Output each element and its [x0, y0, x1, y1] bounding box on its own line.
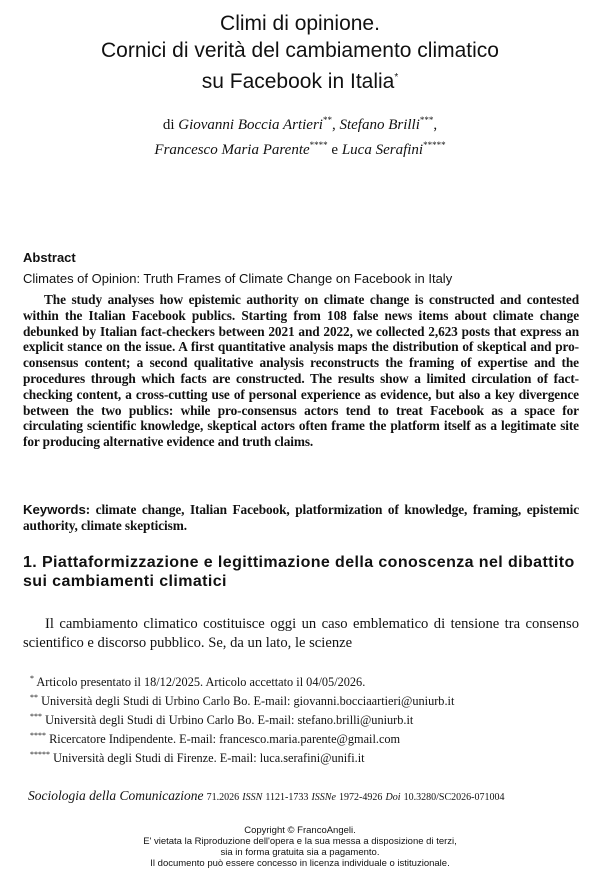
author-marker: *** — [419, 115, 434, 125]
journal-name: Sociologia della Comunicazione — [28, 788, 204, 803]
title-footnote-marker: * — [394, 72, 399, 83]
footnote-marker: ***** — [30, 750, 50, 759]
footnote: **** Ricercatore Indipendente. E-mail: francesco.maria.parente@gmail.com — [30, 731, 401, 747]
copyright-notice: Copyright © FrancoAngeli. E' vietata la Riproduzione dell'opera e la sua messa a disposizione di terzi, sia in forma gratuita sia a pagamento. Il documento può essere concesso in licenza individuale o istituzionale. — [143, 825, 457, 869]
journal-issne: 1972-4926 — [339, 792, 383, 803]
abstract-heading: Abstract — [23, 250, 76, 265]
body-paragraph: Il cambiamento climatico costituisce oggi un caso emblematico di tensione tra consenso scientifico e discorso pubblico. Se, da un lato, le scienze — [23, 616, 579, 651]
footnote: ** Università degli Studi di Urbino Carlo Bo. E-mail: giovanni.bocciaartieri@uniurb.it — [30, 693, 455, 709]
journal-issue: 71.2026 — [206, 792, 240, 803]
author-marker: ***** — [423, 140, 446, 150]
author-list — [0, 110, 600, 160]
footnote-marker: **** — [30, 731, 46, 740]
footnote: ***** Università degli Studi di Firenze. E-mail: luca.serafini@unifi.it — [30, 750, 365, 766]
author-marker: ** — [322, 115, 332, 125]
journal-issn: 1121-1733 — [265, 792, 309, 803]
title-line-3: su Facebook in Italia* — [201, 70, 399, 93]
keywords-label: Keywords — [23, 502, 86, 517]
journal-citation: Sociologia della Comunicazione 71.2026 ISSN 1121-1733 ISSNe 1972-4926 Doi 10.3280/SC2026-071004 — [28, 788, 505, 803]
abstract-body: The study analyses how epistemic authority on climate change is constructed and contested within the Italian Facebook publics. Starting from 108 false news items about climate change debunked by Italian fact-checkers between 2021 and 2022, we collected 2,623 posts that express an explicit stance on the issue. A first quantitative analysis maps the distribution of skeptical and pro-consensus content; a second qualitative analysis reconstructs the framing of expertise and the procedures through which facts are constructed. The results show a limited circulation of fact-checking content, a cross-cutting use of personal experience as evidence, but also a key divergence between the two publics: while pro-consensus actors tend to treat Facebook as a space for circulating scientific knowledge, skeptical actors often frame the platform itself as a legitimate site for producing alternative evidence and truth claims. — [23, 292, 579, 450]
title-line-2: Cornici di verità del cambiamento climatico — [101, 39, 499, 62]
section-heading: 1. Piattaformizzazione e legittimazione della conoscenza nel dibattito sui cambiamenti climatici — [23, 554, 575, 590]
author-line-1: di Giovanni Boccia Artieri**, Stefano Brilli***, — [162, 115, 438, 133]
keywords — [23, 502, 579, 534]
author-name: Luca Serafini — [341, 142, 424, 158]
footnote-marker: ** — [30, 693, 38, 702]
footnote-marker: * — [30, 674, 34, 683]
footnote: *** Università degli Studi di Urbino Carlo Bo. E-mail: stefano.brilli@uniurb.it — [30, 712, 414, 728]
footnote-marker: *** — [30, 712, 42, 721]
keywords-text: : climate change, Italian Facebook, platformization of knowledge, framing, epistemic authority, climate skepticism. — [23, 502, 579, 533]
author-marker: **** — [309, 140, 328, 150]
author-line-2: Francesco Maria Parente**** e Luca Serafini***** — [154, 140, 446, 158]
author-name: Giovanni Boccia Artieri — [178, 117, 323, 133]
paper-title — [0, 10, 600, 95]
title-line-1: Climi di opinione. — [220, 12, 380, 35]
author-name: Stefano Brilli — [339, 117, 420, 133]
footnote: * Articolo presentato il 18/12/2025. Articolo accettato il 04/05/2026. — [30, 674, 366, 690]
abstract-subtitle: Climates of Opinion: Truth Frames of Climate Change on Facebook in Italy — [23, 271, 453, 286]
author-name: Francesco Maria Parente — [154, 142, 310, 158]
journal-doi: 10.3280/SC2026-071004 — [403, 792, 505, 803]
